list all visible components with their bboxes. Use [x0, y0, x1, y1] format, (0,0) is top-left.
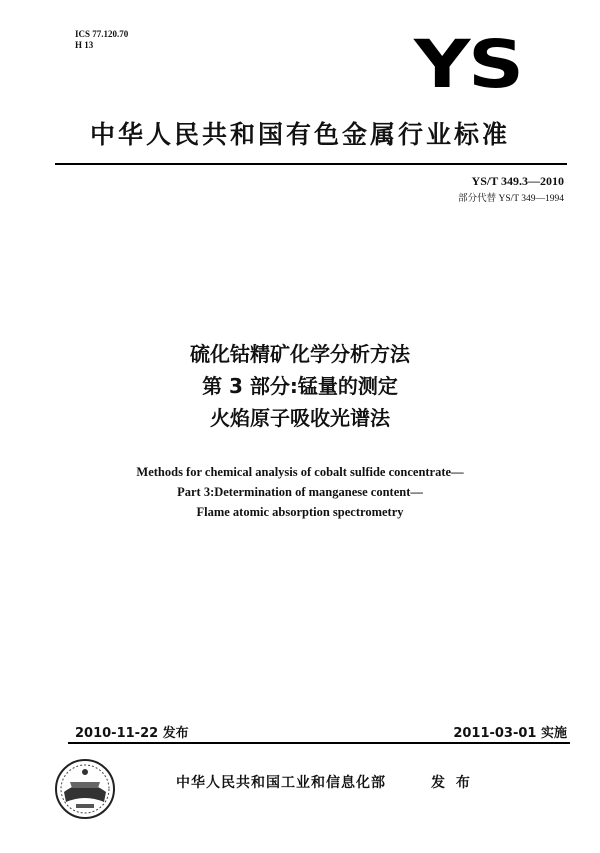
publish-label: 发 布 — [431, 775, 473, 791]
ics-code: ICS 77.120.70 — [75, 29, 129, 39]
english-title-line-1: Methods for chemical analysis of cobalt sulfide concentrate— — [136, 465, 464, 479]
publisher-name: 中华人民共和国工业和信息化部 — [176, 775, 386, 791]
english-title-line-2: Part 3:Determination of manganese content— — [177, 485, 423, 499]
chinese-title-line-1: 硫化钴精矿化学分析方法 — [190, 342, 410, 366]
english-title — [0, 462, 600, 522]
ys-logo-text: YS — [414, 26, 522, 103]
implementation-date: 2011-03-01 实施 — [453, 726, 567, 741]
chinese-title-line-3: 火焰原子吸收光谱法 — [210, 406, 390, 430]
ys-logo — [414, 28, 539, 102]
footer-divider — [68, 742, 570, 744]
ics-classification — [75, 29, 128, 51]
standard-number-block — [458, 174, 564, 204]
chinese-title — [0, 338, 600, 434]
standard-category-title: 中华人民共和国有色金属行业标准 — [89, 120, 510, 149]
ccs-code: H 13 — [75, 40, 94, 50]
publisher-seal-icon — [54, 758, 116, 820]
header-divider — [55, 163, 567, 165]
chinese-title-line-2: 第 3 部分:锰量的测定 — [202, 374, 398, 398]
issue-date: 2010-11-22 发布 — [75, 726, 189, 741]
replaces-note: 部分代替 YS/T 349—1994 — [458, 194, 564, 204]
standard-number: YS/T 349.3—2010 — [471, 174, 564, 188]
english-title-line-3: Flame atomic absorption spectrometry — [196, 505, 404, 519]
